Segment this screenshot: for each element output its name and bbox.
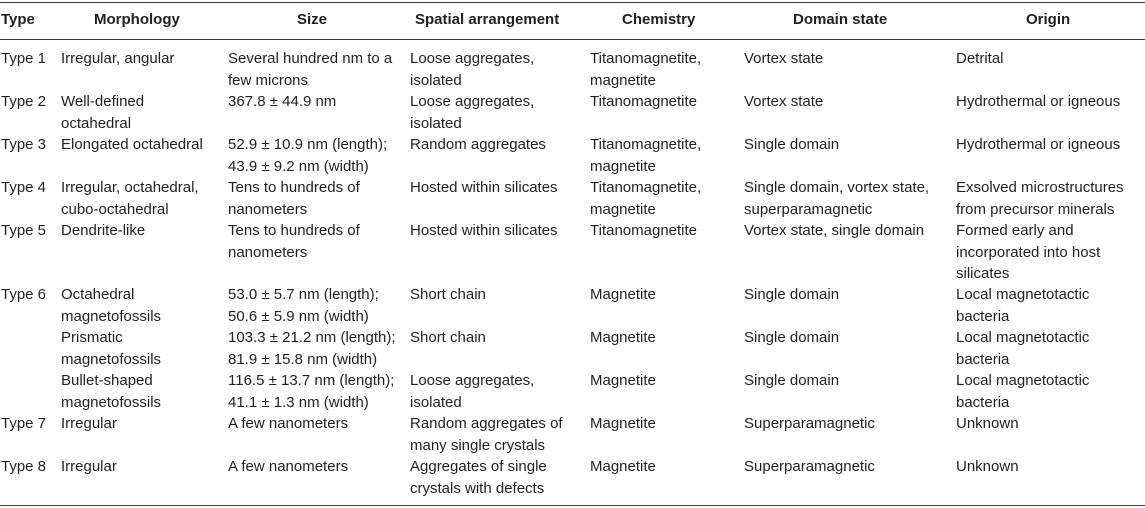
cell-origin: bacteria [956, 350, 1010, 368]
cell-type: Type 8 [1, 458, 47, 475]
cell-spatial-arrangement: Random aggregates of [410, 415, 563, 432]
cell-chemistry: Magnetite [590, 329, 656, 346]
header-chemistry: Chemistry [622, 11, 696, 28]
cell-spatial-arrangement: Hosted within silicates [410, 222, 558, 239]
cell-type: Type 3 [1, 136, 47, 153]
cell-origin: Unknown [956, 458, 1019, 475]
cell-morphology: Bullet-shaped [61, 372, 153, 389]
cell-domain-state: Vortex state [744, 93, 824, 110]
cell-size: 43.9 ± 9.2 nm (width) [228, 157, 369, 175]
cell-spatial-arrangement: isolated [410, 393, 462, 411]
cell-size: A few nanometers [228, 415, 349, 432]
cell-size: 50.6 ± 5.9 nm (width) [228, 307, 369, 325]
cell-domain-state: Superparamagnetic [744, 415, 875, 432]
cell-spatial-arrangement: isolated [410, 71, 462, 89]
cell-size: A few nanometers [228, 458, 349, 475]
cell-morphology: Octahedral [61, 286, 135, 303]
cell-size: Tens to hundreds of [228, 222, 360, 239]
cell-domain-state: Single domain [744, 136, 840, 153]
cell-type: Type 5 [1, 222, 47, 239]
cell-domain-state: Single domain [744, 372, 840, 389]
cell-chemistry: magnetite [590, 200, 656, 218]
header-size: Size [297, 11, 328, 28]
cell-origin: Detrital [956, 50, 1004, 67]
cell-morphology: Irregular, octahedral, [61, 179, 199, 196]
cell-chemistry: Titanomagnetite, [590, 179, 702, 196]
cell-chemistry: Titanomagnetite [590, 222, 698, 239]
cell-chemistry: Magnetite [590, 286, 656, 303]
cell-morphology: Irregular, angular [61, 50, 175, 67]
cell-origin: Local magnetotactic [956, 286, 1090, 303]
cell-size: nanometers [228, 200, 308, 218]
cell-morphology: Well-defined [61, 93, 145, 110]
cell-morphology: octahedral [61, 114, 132, 132]
header-type: Type [1, 11, 35, 28]
top-rule [0, 2, 1145, 3]
cell-domain-state: Single domain [744, 329, 840, 346]
cell-type: Type 4 [1, 179, 47, 196]
cell-spatial-arrangement: Short chain [410, 286, 486, 303]
header-domain-state: Domain state [793, 11, 888, 28]
cell-origin: Local magnetotactic [956, 329, 1090, 346]
cell-size: 367.8 ± 44.9 nm [228, 93, 337, 110]
bottom-rule [0, 505, 1145, 506]
cell-size: 116.5 ± 13.7 nm (length); [228, 372, 395, 389]
header-morphology: Morphology [94, 11, 180, 28]
cell-domain-state: Vortex state, single domain [744, 222, 925, 239]
cell-spatial-arrangement: many single crystals [410, 436, 546, 454]
cell-origin: Hydrothermal or igneous [956, 93, 1121, 110]
cell-size: 52.9 ± 10.9 nm (length); [228, 136, 388, 153]
cell-morphology: Prismatic [61, 329, 123, 346]
cell-type: Type 7 [1, 415, 47, 432]
cell-chemistry: Titanomagnetite [590, 93, 698, 110]
cell-spatial-arrangement: Loose aggregates, [410, 372, 535, 389]
cell-chemistry: Titanomagnetite, [590, 136, 702, 153]
cell-size: 53.0 ± 5.7 nm (length); [228, 286, 379, 303]
cell-size: Several hundred nm to a [228, 50, 393, 67]
cell-morphology: magnetofossils [61, 393, 162, 411]
cell-morphology: Elongated octahedral [61, 136, 203, 153]
cell-size: Tens to hundreds of [228, 179, 360, 196]
cell-size: few microns [228, 71, 309, 89]
cell-size: 81.9 ± 15.8 nm (width) [228, 350, 378, 368]
cell-origin: Local magnetotactic [956, 372, 1090, 389]
cell-spatial-arrangement: isolated [410, 114, 462, 132]
cell-origin: bacteria [956, 307, 1010, 325]
cell-chemistry: magnetite [590, 157, 656, 175]
cell-type: Type 2 [1, 93, 47, 110]
cell-origin: Exsolved microstructures [956, 179, 1124, 196]
cell-morphology: Dendrite-like [61, 222, 146, 239]
cell-size: 41.1 ± 1.3 nm (width) [228, 393, 369, 411]
cell-spatial-arrangement: Loose aggregates, [410, 50, 535, 67]
cell-spatial-arrangement: Random aggregates [410, 136, 546, 153]
cell-morphology: magnetofossils [61, 307, 162, 325]
header-spatial-arrangement: Spatial arrangement [415, 11, 560, 28]
cell-chemistry: Magnetite [590, 458, 656, 475]
cell-morphology: Irregular [61, 415, 117, 432]
cell-domain-state: superparamagnetic [744, 200, 873, 218]
cell-origin: Formed early and [956, 222, 1074, 239]
header-rule [0, 39, 1145, 40]
cell-origin: silicates [956, 265, 1010, 282]
cell-type: Type 6 [1, 286, 47, 303]
cell-chemistry: magnetite [590, 71, 656, 89]
cell-spatial-arrangement: Loose aggregates, [410, 93, 535, 110]
cell-type: Type 1 [1, 50, 47, 67]
cell-size: 103.3 ± 21.2 nm (length); [228, 329, 396, 346]
header-origin: Origin [1026, 11, 1071, 28]
cell-domain-state: Superparamagnetic [744, 458, 875, 475]
cell-chemistry: Titanomagnetite, [590, 50, 702, 67]
cell-chemistry: Magnetite [590, 415, 656, 432]
cell-spatial-arrangement: Short chain [410, 329, 486, 346]
cell-morphology: magnetofossils [61, 350, 162, 368]
cell-origin: Hydrothermal or igneous [956, 136, 1121, 153]
cell-morphology: cubo-octahedral [61, 200, 169, 218]
cell-morphology: Irregular [61, 458, 117, 475]
cell-domain-state: Vortex state [744, 50, 824, 67]
cell-spatial-arrangement: Hosted within silicates [410, 179, 558, 196]
cell-size: nanometers [228, 243, 308, 261]
cell-domain-state: Single domain, vortex state, [744, 179, 930, 196]
cell-origin: from precursor minerals [956, 200, 1115, 218]
cell-origin: Unknown [956, 415, 1019, 432]
cell-origin: incorporated into host [956, 243, 1101, 261]
cell-origin: bacteria [956, 393, 1010, 411]
cell-chemistry: Magnetite [590, 372, 656, 389]
cell-domain-state: Single domain [744, 286, 840, 303]
cell-spatial-arrangement: crystals with defects [410, 479, 545, 497]
cell-spatial-arrangement: Aggregates of single [410, 458, 547, 475]
